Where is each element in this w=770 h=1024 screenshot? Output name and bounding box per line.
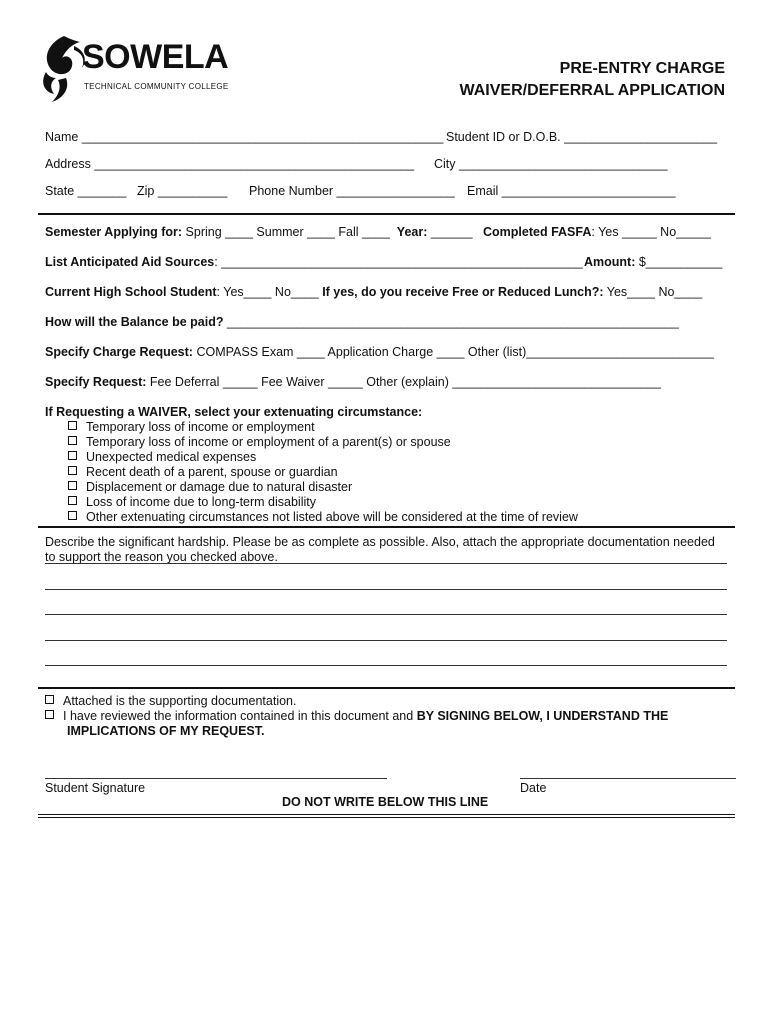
semester-options[interactable]: Spring ____ Summer ____ Fall ____ [185, 225, 390, 239]
city-field[interactable]: City ______________________________ [434, 157, 668, 171]
logo-wordmark: SOWELA [82, 38, 229, 76]
checkbox-icon[interactable] [45, 695, 54, 704]
hardship-answer-line[interactable] [45, 640, 727, 641]
semester-label: Semester Applying for: [45, 225, 183, 239]
charge-request-label: Specify Charge Request: [45, 345, 193, 359]
reviewed-option-continued: IMPLICATIONS OF MY REQUEST. [67, 724, 265, 738]
aid-blank[interactable]: : ____________________________________________________ [214, 255, 583, 269]
balance-row [45, 315, 679, 329]
attached-docs-option[interactable]: Attached is the supporting documentation. [45, 694, 296, 708]
college-logo [36, 32, 251, 104]
phone-field[interactable]: Phone Number _________________ [249, 184, 455, 198]
checkbox-icon[interactable] [68, 511, 77, 520]
specify-request-row [45, 375, 661, 389]
state-field[interactable]: State _______ [45, 184, 127, 198]
high-school-row [45, 285, 702, 299]
section-divider [38, 687, 735, 689]
hardship-answer-line[interactable] [45, 563, 727, 564]
form-title-line2: WAIVER/DEFERRAL APPLICATION [459, 82, 725, 99]
waiver-option[interactable]: Recent death of a parent, spouse or guardian [68, 465, 578, 480]
form-title-line1: PRE-ENTRY CHARGE [559, 60, 725, 77]
fasfa-options[interactable]: : Yes _____ No_____ [591, 225, 711, 239]
fasfa-label: Completed FASFA [483, 225, 592, 239]
name-field[interactable]: Name ____________________________________________________ [45, 130, 444, 144]
waiver-option[interactable]: Temporary loss of income or employment of a parent(s) or spouse [68, 435, 578, 450]
checkbox-icon[interactable] [68, 451, 77, 460]
section-divider [38, 213, 735, 215]
charge-request-options[interactable]: COMPASS Exam ____ Application Charge ____ Other (list)___________________________ [196, 345, 714, 359]
year-label: Year: [396, 225, 428, 239]
hardship-answer-line[interactable] [45, 665, 727, 666]
amount-row [584, 255, 722, 269]
aid-label: List Anticipated Aid Sources [45, 255, 215, 269]
checkbox-icon[interactable] [68, 466, 77, 475]
amount-label: Amount: [584, 255, 636, 269]
aid-row [45, 255, 583, 269]
high-school-label: Current High School Student [45, 285, 217, 299]
checkbox-icon[interactable] [68, 436, 77, 445]
checkbox-icon[interactable] [68, 481, 77, 490]
waiver-option[interactable]: Temporary loss of income or employment [68, 420, 578, 435]
email-field[interactable]: Email _________________________ [467, 184, 676, 198]
year-blank[interactable]: ______ [430, 225, 473, 239]
balance-blank[interactable]: _________________________________________________________________ [227, 315, 679, 329]
waiver-option[interactable]: Unexpected medical expenses [68, 450, 578, 465]
hardship-instructions-line2: to support the reason you checked above. [45, 550, 278, 564]
address-field[interactable]: Address ______________________________________________ [45, 157, 415, 171]
footer-divider [38, 814, 735, 815]
semester-row [45, 225, 711, 239]
waiver-option[interactable]: Loss of income due to long-term disability [68, 495, 578, 510]
logo-subtext: TECHNICAL COMMUNITY COLLEGE [84, 82, 229, 91]
hardship-answer-line[interactable] [45, 589, 727, 590]
amount-blank[interactable]: $___________ [638, 255, 723, 269]
date-line[interactable] [520, 778, 736, 779]
high-school-options[interactable]: : Yes____ No____ [216, 285, 319, 299]
checkbox-icon[interactable] [68, 496, 77, 505]
signature-line[interactable] [45, 778, 387, 779]
section-divider [38, 526, 735, 528]
lunch-options[interactable]: Yes____ No____ [606, 285, 703, 299]
student-id-field[interactable]: Student ID or D.O.B. ______________________ [446, 130, 718, 144]
do-not-write-note: DO NOT WRITE BELOW THIS LINE [282, 795, 489, 809]
charge-request-row [45, 345, 714, 359]
specify-request-options[interactable]: Fee Deferral _____ Fee Waiver _____ Other (explain) ______________________________ [149, 375, 661, 389]
reviewed-option[interactable]: I have reviewed the information contained in this document and BY SIGNING BELOW, I UNDERSTAND THE [45, 709, 668, 723]
specify-request-label: Specify Request: [45, 375, 147, 389]
hardship-instructions-line1: Describe the significant hardship. Please be as complete as possible. Also, attach the appropriate documentation needed [45, 535, 715, 549]
waiver-option[interactable]: Displacement or damage due to natural disaster [68, 480, 578, 495]
checkbox-icon[interactable] [45, 710, 54, 719]
footer-divider [38, 817, 735, 818]
checkbox-icon[interactable] [68, 421, 77, 430]
zip-field[interactable]: Zip __________ [137, 184, 228, 198]
waiver-heading: If Requesting a WAIVER, select your extenuating circumstance: [45, 405, 423, 419]
waiver-option[interactable]: Other extenuating circumstances not listed above will be considered at the time of review [68, 510, 578, 525]
date-label: Date [520, 781, 547, 795]
waiver-list [68, 420, 578, 525]
hardship-answer-line[interactable] [45, 614, 727, 615]
student-signature-label: Student Signature [45, 781, 146, 795]
lunch-label: If yes, do you receive Free or Reduced Lunch?: [322, 285, 604, 299]
balance-label: How will the Balance be paid? [45, 315, 224, 329]
